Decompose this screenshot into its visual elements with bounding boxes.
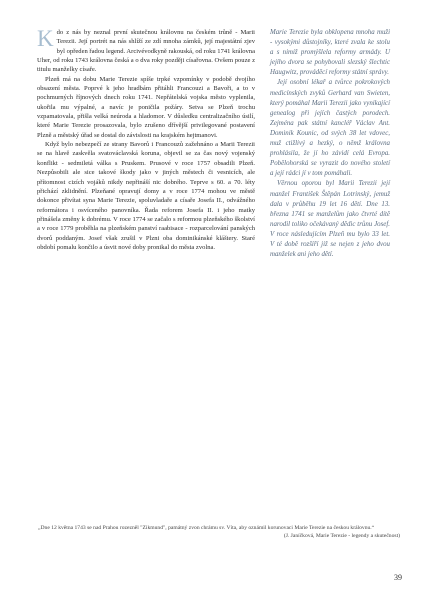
paragraph-1	[37, 28, 255, 75]
paragraph-3: Když bylo nebezpečí ze strany Bavorů i Francouzů zažehnáno a Marii Terezii se na hlavě zaskvěla svatováclavská koruna, objevil se za čas nový vojenský konflikt - sedmiletá válka s Pruskem. Prusové v roce 1757 obsadili Plzeň. Nezpůsobili ale sice takové škody jako v jiných městech či vesnicích, ale přítomnost cizích vojáků nikdy nepřináší nic dobrého. Teprve s 60. a 70. léty přichází zklidnění. Plzeňané opravují domy a v roce 1774 mohou ve městě dokonce přivítat syna Marie Terezie, spoluvladaře a císaře Josefa II., odvážného reformátora i osvíceného panovníka. Řada reforem Josefa II. i jeho matky přinášela změny k dobrému. V roce 1774 se začalo s reformou plzeňského školství a v roce 1779 proběhla na plzeňském panství raabisace - rozparcelování panských dvorů poddaným. Josef však zrušil v Plzni oba dominikánské kláštery. Staré období pomalu končilo a úsvit nové doby pronikal do města zvolna.	[37, 141, 255, 251]
paragraph-2: Plzeň má na dobu Marie Terezie spíše trpké vzpomínky v podobě dvojího obsazení města. Poprvé k jeho hradbám přitáhli Francouzi a Bavoři, a to v pochmurných říjnových dnech roku 1741. Nepřátelská vojska město vyplenila, ukořila mu výpalné, a navíc je poničila požáry. Setva se Plzeň trochu vzpamatovala, přišla velká neúroda a hladomor. V důsledku centralizačního úsilí, které Marie Terezie prosazovala, bylo zrušeno dřívější privilegované postavení Plzně a městský úřad se dostal do závislosti na krajském hejtmanovi.	[37, 75, 255, 139]
sidebar-paragraph-2: Její osobní lékař a tvůrce pokrokových medicínských zvyků Gerhard van Swieten, který pomáhal Marii Terezii jako vynikající genealog při jejích častých porodech. Zejména pak státní kancléř Václav Ant. Dominik Kounic, od svých 38 let vdovec, muž ctižlivý a hezký, o němž královna prohlásila, že jí ho závidí celá Evropa. Pobělohorská se vyrazit do nového století a její rádci jí v tom pomáhali.	[270, 79, 390, 178]
dropcap-letter: K	[37, 26, 54, 51]
footnote-quote-text: „Dne 12 května 1743 se nad Prahou rozezněl "Zikmund", památný zvon chrámu sv. Víta, aby oznámil korunovaci Marie Terezie na českou královnu.“	[38, 525, 375, 531]
sidebar-column	[270, 28, 390, 260]
sidebar-paragraph-3: Věrnou oporou byl Marii Terezii její manžel František Štěpán Lotrinský, jemuž dala v průběhu 19 let 16 dětí. Dne 13. března 1741 se manželům jako čtvrté dítě narodil toliko očekávaný dědic trůnu Josef. V roce následujícím Plzeň mu bylo 33 let. V té době rozšíří již se nejen z jeho dvou manželek ani jeho dětí.	[270, 180, 390, 259]
footnote-quote	[38, 525, 400, 540]
main-column	[37, 28, 255, 252]
paragraph-1-text: do z nás by neznal první skutečnou královnu na českém trůně - Marii Terezii. Její portrét na nás shlíží ze zdí mnoha zámků, její majestátní zjev byl opředen řadou legend. Arcivévodkyně rakouská, od roku 1741 královna Uher, od roku 1743 královna česká a o dva roky později císařovna. Ovšem pouze z titulu manželky císaře.	[37, 29, 255, 74]
sidebar-paragraph-1: Marie Terezie byla obklopena mnoha muži - vysokými důstojníky, které zvala ke stolu a s nimiž promýšlela reformy armády. U jejího dvora se pohybovali slezský šlechtic Haugwitz, prováděcí reformy státní správy.	[270, 29, 390, 77]
footnote-source: (J. Janíčková, Marie Terezie - legendy a skutečnost)	[283, 532, 400, 539]
page-number: 39	[394, 573, 402, 582]
